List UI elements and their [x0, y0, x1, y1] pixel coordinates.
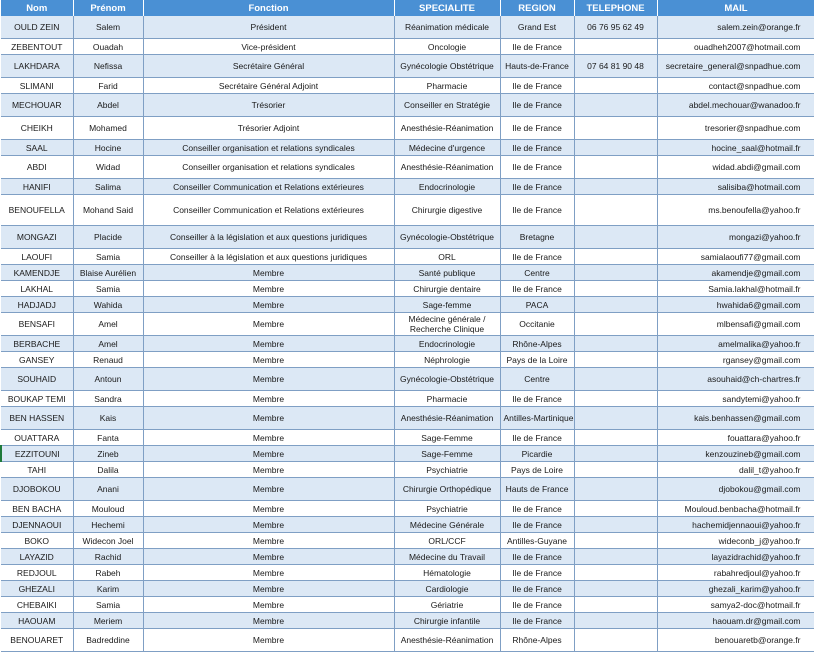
cell-specialite[interactable]: Médecine du Travail [394, 549, 500, 565]
cell-specialite[interactable]: Pharmacie [394, 391, 500, 407]
cell-region[interactable]: Pays de Loire [500, 462, 574, 478]
cell-fonction[interactable]: Membre [143, 446, 394, 462]
table-row[interactable] [1, 407, 814, 430]
cell-telephone[interactable] [574, 549, 657, 565]
cell-mail[interactable]: haouam.dr@gmail.com [657, 613, 814, 629]
table-row[interactable] [1, 581, 814, 597]
cell-specialite[interactable]: Cardiologie [394, 581, 500, 597]
cell-prenom[interactable]: Widad [73, 156, 143, 179]
cell-nom[interactable]: BEN HASSEN [1, 407, 73, 430]
cell-nom[interactable]: BEN BACHA [1, 501, 73, 517]
cell-region[interactable]: Grand Est [500, 16, 574, 39]
cell-specialite[interactable]: Gynécologie-Obstétrique [394, 368, 500, 391]
cell-telephone[interactable] [574, 281, 657, 297]
cell-specialite[interactable]: ORL/CCF [394, 533, 500, 549]
cell-region[interactable]: Rhône-Alpes [500, 629, 574, 652]
cell-prenom[interactable]: Badreddine [73, 629, 143, 652]
cell-nom[interactable]: BENOUARET [1, 629, 73, 652]
cell-prenom[interactable]: Amel [73, 313, 143, 336]
cell-fonction[interactable]: Membre [143, 336, 394, 352]
cell-fonction[interactable]: Membre [143, 549, 394, 565]
table-row[interactable] [1, 265, 814, 281]
cell-region[interactable]: Occitanie [500, 313, 574, 336]
cell-telephone[interactable]: 07 64 81 90 48 [574, 55, 657, 78]
cell-nom[interactable]: TAHI [1, 462, 73, 478]
cell-telephone[interactable] [574, 391, 657, 407]
table-row[interactable] [1, 549, 814, 565]
cell-region[interactable]: Ile de France [500, 39, 574, 55]
cell-mail[interactable]: kais.benhassen@gmail.com [657, 407, 814, 430]
cell-prenom[interactable]: Hechemi [73, 517, 143, 533]
cell-fonction[interactable]: Membre [143, 517, 394, 533]
cell-mail[interactable]: kenzouzineb@gmail.com [657, 446, 814, 462]
table-row[interactable] [1, 430, 814, 446]
cell-region[interactable]: Ile de France [500, 78, 574, 94]
table-row[interactable] [1, 297, 814, 313]
header-prenom[interactable]: Prénom [73, 0, 143, 16]
cell-specialite[interactable]: Anesthésie-Réanimation [394, 407, 500, 430]
table-row[interactable] [1, 462, 814, 478]
cell-fonction[interactable]: Membre [143, 462, 394, 478]
cell-specialite[interactable]: Sage-femme [394, 297, 500, 313]
table-row[interactable] [1, 39, 814, 55]
cell-telephone[interactable] [574, 249, 657, 265]
cell-telephone[interactable] [574, 565, 657, 581]
cell-prenom[interactable]: Meriem [73, 613, 143, 629]
cell-mail[interactable]: dalil_t@yahoo.fr [657, 462, 814, 478]
cell-fonction[interactable]: Conseiller organisation et relations syndicales [143, 156, 394, 179]
cell-telephone[interactable] [574, 156, 657, 179]
header-mail[interactable]: MAIL [657, 0, 814, 16]
header-row [1, 0, 814, 16]
cell-region[interactable]: Ile de France [500, 281, 574, 297]
cell-nom[interactable]: SOUHAID [1, 368, 73, 391]
cell-telephone[interactable] [574, 430, 657, 446]
table-row[interactable] [1, 55, 814, 78]
cell-telephone[interactable] [574, 446, 657, 462]
cell-specialite[interactable]: Réanimation médicale [394, 16, 500, 39]
table-body [1, 16, 814, 652]
cell-region[interactable]: Picardie [500, 446, 574, 462]
header-telephone[interactable]: TELEPHONE [574, 0, 657, 16]
cell-region[interactable]: Antilles-Guyane [500, 533, 574, 549]
table-row[interactable] [1, 140, 814, 156]
cell-region[interactable]: Bretagne [500, 226, 574, 249]
table-row[interactable] [1, 313, 814, 336]
cell-mail[interactable]: Mouloud.benbacha@hotmail.fr [657, 501, 814, 517]
cell-fonction[interactable]: Conseiller organisation et relations syndicales [143, 140, 394, 156]
cell-prenom[interactable]: Widecon Joel [73, 533, 143, 549]
cell-mail[interactable]: widad.abdi@gmail.com [657, 156, 814, 179]
cell-prenom[interactable]: Mohamed [73, 117, 143, 140]
cell-fonction[interactable]: Membre [143, 313, 394, 336]
cell-prenom[interactable]: Hocine [73, 140, 143, 156]
cell-prenom[interactable]: Ouadah [73, 39, 143, 55]
cell-region[interactable]: Ile de France [500, 179, 574, 195]
cell-region[interactable]: Ile de France [500, 94, 574, 117]
cell-prenom[interactable]: Sandra [73, 391, 143, 407]
cell-region[interactable]: Ile de France [500, 249, 574, 265]
cell-prenom[interactable]: Samia [73, 249, 143, 265]
table-row[interactable] [1, 226, 814, 249]
cell-fonction[interactable]: Membre [143, 281, 394, 297]
cell-fonction[interactable]: Membre [143, 613, 394, 629]
cell-specialite[interactable]: Anesthésie-Réanimation [394, 117, 500, 140]
cell-telephone[interactable] [574, 39, 657, 55]
table-row[interactable] [1, 249, 814, 265]
cell-nom[interactable]: CHEIKH [1, 117, 73, 140]
cell-fonction[interactable]: Membre [143, 533, 394, 549]
cell-specialite[interactable]: Médecine générale / Recherche Clinique [394, 313, 500, 336]
cell-region[interactable]: Ile de France [500, 581, 574, 597]
cell-telephone[interactable] [574, 336, 657, 352]
header-nom[interactable]: Nom [1, 0, 73, 16]
cell-nom[interactable]: EZZITOUNI [1, 446, 73, 462]
table-row[interactable] [1, 565, 814, 581]
cell-specialite[interactable]: Psychiatrie [394, 501, 500, 517]
cell-mail[interactable]: wideconb_j@yahoo.fr [657, 533, 814, 549]
cell-telephone[interactable] [574, 117, 657, 140]
cell-fonction[interactable]: Membre [143, 629, 394, 652]
cell-prenom[interactable]: Amel [73, 336, 143, 352]
cell-mail[interactable]: abdel.mechouar@wanadoo.fr [657, 94, 814, 117]
cell-fonction[interactable]: Membre [143, 265, 394, 281]
cell-nom[interactable]: OULD ZEIN [1, 16, 73, 39]
table-row[interactable] [1, 613, 814, 629]
table-row[interactable] [1, 501, 814, 517]
cell-region[interactable]: Ile de France [500, 391, 574, 407]
cell-mail[interactable]: samialaoufi77@gmail.com [657, 249, 814, 265]
cell-prenom[interactable]: Abdel [73, 94, 143, 117]
cell-specialite[interactable]: Gériatrie [394, 597, 500, 613]
table-row[interactable] [1, 78, 814, 94]
cell-prenom[interactable]: Nefissa [73, 55, 143, 78]
cell-fonction[interactable]: Secrétaire Général [143, 55, 394, 78]
cell-specialite[interactable]: Endocrinologie [394, 179, 500, 195]
cell-fonction[interactable]: Membre [143, 565, 394, 581]
cell-region[interactable]: PACA [500, 297, 574, 313]
cell-fonction[interactable]: Secrétaire Général Adjoint [143, 78, 394, 94]
cell-region[interactable]: Hauts de France [500, 478, 574, 501]
cell-nom[interactable]: MONGAZI [1, 226, 73, 249]
table-row[interactable] [1, 117, 814, 140]
cell-nom[interactable]: KAMENDJE [1, 265, 73, 281]
cell-region[interactable]: Ile de France [500, 117, 574, 140]
cell-specialite[interactable]: Pharmacie [394, 78, 500, 94]
cell-telephone[interactable] [574, 462, 657, 478]
cell-telephone[interactable] [574, 407, 657, 430]
cell-fonction[interactable]: Membre [143, 581, 394, 597]
table-row[interactable] [1, 94, 814, 117]
cell-fonction[interactable]: Président [143, 16, 394, 39]
cell-fonction[interactable]: Membre [143, 368, 394, 391]
table-row[interactable] [1, 281, 814, 297]
table-row[interactable] [1, 391, 814, 407]
cell-region[interactable]: Hauts-de-France [500, 55, 574, 78]
table-row[interactable] [1, 368, 814, 391]
cell-prenom[interactable]: Renaud [73, 352, 143, 368]
cell-prenom[interactable]: Mouloud [73, 501, 143, 517]
cell-prenom[interactable]: Fanta [73, 430, 143, 446]
cell-fonction[interactable]: Conseiller Communication et Relations extérieures [143, 195, 394, 226]
cell-prenom[interactable]: Salem [73, 16, 143, 39]
cell-prenom[interactable]: Rabeh [73, 565, 143, 581]
cell-prenom[interactable]: Wahida [73, 297, 143, 313]
cell-specialite[interactable]: Conseiller en Stratégie [394, 94, 500, 117]
cell-region[interactable]: Ile de France [500, 140, 574, 156]
cell-specialite[interactable]: Sage-Femme [394, 446, 500, 462]
cell-region[interactable]: Rhône-Alpes [500, 336, 574, 352]
cell-specialite[interactable]: Santé publique [394, 265, 500, 281]
cell-mail[interactable]: hocine_saal@hotmail.fr [657, 140, 814, 156]
table-row[interactable] [1, 533, 814, 549]
cell-fonction[interactable]: Membre [143, 430, 394, 446]
cell-mail[interactable]: samya2-doc@hotmail.fr [657, 597, 814, 613]
cell-specialite[interactable]: Endocrinologie [394, 336, 500, 352]
cell-region[interactable]: Ile de France [500, 613, 574, 629]
header-fonction[interactable]: Fonction [143, 0, 394, 16]
cell-specialite[interactable]: ORL [394, 249, 500, 265]
cell-telephone[interactable] [574, 368, 657, 391]
cell-nom[interactable]: REDJOUL [1, 565, 73, 581]
cell-prenom[interactable]: Dalila [73, 462, 143, 478]
cell-telephone[interactable] [574, 265, 657, 281]
cell-prenom[interactable]: Samia [73, 597, 143, 613]
cell-nom[interactable]: LAOUFI [1, 249, 73, 265]
cell-telephone[interactable] [574, 501, 657, 517]
cell-telephone[interactable] [574, 613, 657, 629]
cell-region[interactable]: Pays de la Loire [500, 352, 574, 368]
cell-prenom[interactable]: Antoun [73, 368, 143, 391]
cell-specialite[interactable]: Gynécologie-Obstétrique [394, 226, 500, 249]
cell-specialite[interactable]: Hématologie [394, 565, 500, 581]
cell-telephone[interactable] [574, 533, 657, 549]
cell-mail[interactable]: salisiba@hotmail.com [657, 179, 814, 195]
cell-specialite[interactable]: Chirurgie dentaire [394, 281, 500, 297]
cell-telephone[interactable] [574, 352, 657, 368]
table-row[interactable] [1, 352, 814, 368]
cell-nom[interactable]: MECHOUAR [1, 94, 73, 117]
cell-specialite[interactable]: Sage-Femme [394, 430, 500, 446]
cell-telephone[interactable] [574, 581, 657, 597]
cell-nom[interactable]: BERBACHE [1, 336, 73, 352]
table-row[interactable] [1, 16, 814, 39]
cell-telephone[interactable] [574, 313, 657, 336]
cell-region[interactable]: Antilles-Martinique [500, 407, 574, 430]
cell-mail[interactable]: ms.benoufella@yahoo.fr [657, 195, 814, 226]
cell-mail[interactable]: fouattara@yahoo.fr [657, 430, 814, 446]
cell-fonction[interactable]: Conseiller à la législation et aux questions juridiques [143, 226, 394, 249]
table-row[interactable] [1, 478, 814, 501]
cell-nom[interactable]: OUATTARA [1, 430, 73, 446]
cell-region[interactable]: Ile de France [500, 517, 574, 533]
cell-fonction[interactable]: Membre [143, 597, 394, 613]
cell-fonction[interactable]: Vice-président [143, 39, 394, 55]
cell-telephone[interactable] [574, 629, 657, 652]
cell-nom[interactable]: SLIMANI [1, 78, 73, 94]
cell-prenom[interactable]: Samia [73, 281, 143, 297]
cell-telephone[interactable] [574, 78, 657, 94]
cell-fonction[interactable]: Membre [143, 391, 394, 407]
cell-mail[interactable]: layazidrachid@yahoo.fr [657, 549, 814, 565]
table-row[interactable] [1, 156, 814, 179]
cell-mail[interactable]: contact@snpadhue.com [657, 78, 814, 94]
cell-prenom[interactable]: Farid [73, 78, 143, 94]
cell-prenom[interactable]: Blaise Aurélien [73, 265, 143, 281]
cell-mail[interactable]: akamendje@gmail.com [657, 265, 814, 281]
cell-prenom[interactable]: Rachid [73, 549, 143, 565]
table-row[interactable] [1, 336, 814, 352]
header-region[interactable]: REGION [500, 0, 574, 16]
cell-region[interactable]: Centre [500, 368, 574, 391]
cell-specialite[interactable]: Gynécologie Obstétrique [394, 55, 500, 78]
cell-fonction[interactable]: Membre [143, 297, 394, 313]
cell-nom[interactable]: CHEBAIKI [1, 597, 73, 613]
cell-nom[interactable]: LAKHDARA [1, 55, 73, 78]
cell-mail[interactable]: benouaretb@orange.fr [657, 629, 814, 652]
cell-prenom[interactable]: Placide [73, 226, 143, 249]
cell-nom[interactable]: BOUKAP TEMI [1, 391, 73, 407]
cell-mail[interactable]: ghezali_karim@yahoo.fr [657, 581, 814, 597]
cell-prenom[interactable]: Karim [73, 581, 143, 597]
cell-fonction[interactable]: Membre [143, 478, 394, 501]
table-row[interactable] [1, 597, 814, 613]
cell-nom[interactable]: GHEZALI [1, 581, 73, 597]
cell-telephone[interactable] [574, 195, 657, 226]
table-row[interactable] [1, 517, 814, 533]
cell-mail[interactable]: Samia.lakhal@hotmail.fr [657, 281, 814, 297]
cell-mail[interactable]: djobokou@gmail.com [657, 478, 814, 501]
cell-nom[interactable]: DJOBOKOU [1, 478, 73, 501]
cell-nom[interactable]: GANSEY [1, 352, 73, 368]
cell-specialite[interactable]: Anesthésie-Réanimation [394, 156, 500, 179]
cell-prenom[interactable]: Salima [73, 179, 143, 195]
cell-fonction[interactable]: Conseiller à la législation et aux questions juridiques [143, 249, 394, 265]
cell-region[interactable]: Ile de France [500, 597, 574, 613]
table-row[interactable] [1, 179, 814, 195]
cell-region[interactable]: Ile de France [500, 565, 574, 581]
cell-specialite[interactable]: Psychiatrie [394, 462, 500, 478]
cell-mail[interactable]: rabahredjoul@yahoo.fr [657, 565, 814, 581]
cell-prenom[interactable]: Zineb [73, 446, 143, 462]
cell-region[interactable]: Ile de France [500, 195, 574, 226]
cell-region[interactable]: Ile de France [500, 501, 574, 517]
cell-mail[interactable]: mlbensafi@gmail.com [657, 313, 814, 336]
cell-prenom[interactable]: Mohand Said [73, 195, 143, 226]
cell-region[interactable]: Ile de France [500, 430, 574, 446]
cell-mail[interactable]: mongazi@yahoo.fr [657, 226, 814, 249]
table-row[interactable] [1, 446, 814, 462]
cell-nom[interactable]: HAOUAM [1, 613, 73, 629]
cell-region[interactable]: Ile de France [500, 156, 574, 179]
cell-nom[interactable]: HADJADJ [1, 297, 73, 313]
cell-nom[interactable]: ZEBENTOUT [1, 39, 73, 55]
cell-telephone[interactable]: 06 76 95 62 49 [574, 16, 657, 39]
cell-telephone[interactable] [574, 478, 657, 501]
cell-mail[interactable]: rgansey@gmail.com [657, 352, 814, 368]
cell-mail[interactable]: salem.zein@orange.fr [657, 16, 814, 39]
table-row[interactable] [1, 195, 814, 226]
cell-mail[interactable]: amelmalika@yahoo.fr [657, 336, 814, 352]
cell-prenom[interactable]: Kais [73, 407, 143, 430]
cell-mail[interactable]: secretaire_general@snpadhue.com [657, 55, 814, 78]
cell-telephone[interactable] [574, 297, 657, 313]
cell-mail[interactable]: tresorier@snpadhue.com [657, 117, 814, 140]
cell-telephone[interactable] [574, 226, 657, 249]
cell-fonction[interactable]: Membre [143, 407, 394, 430]
cell-telephone[interactable] [574, 517, 657, 533]
cell-specialite[interactable]: Médecine d'urgence [394, 140, 500, 156]
cell-nom[interactable]: SAAL [1, 140, 73, 156]
cell-mail[interactable]: hwahida6@gmail.com [657, 297, 814, 313]
cell-fonction[interactable]: Trésorier Adjoint [143, 117, 394, 140]
cell-mail[interactable]: sandytemi@yahoo.fr [657, 391, 814, 407]
cell-telephone[interactable] [574, 94, 657, 117]
cell-specialite[interactable]: Chirurgie Orthopédique [394, 478, 500, 501]
cell-region[interactable]: Ile de France [500, 549, 574, 565]
cell-telephone[interactable] [574, 179, 657, 195]
cell-telephone[interactable] [574, 140, 657, 156]
header-specialite[interactable]: SPECIALITE [394, 0, 500, 16]
cell-telephone[interactable] [574, 597, 657, 613]
cell-nom[interactable]: DJENNAOUI [1, 517, 73, 533]
cell-fonction[interactable]: Trésorier [143, 94, 394, 117]
cell-mail[interactable]: ouadheh2007@hotmail.com [657, 39, 814, 55]
cell-specialite[interactable]: Médecine Générale [394, 517, 500, 533]
cell-specialite[interactable]: Chirurgie infantile [394, 613, 500, 629]
cell-fonction[interactable]: Membre [143, 501, 394, 517]
cell-fonction[interactable]: Conseiller Communication et Relations extérieures [143, 179, 394, 195]
cell-specialite[interactable]: Chirurgie digestive [394, 195, 500, 226]
cell-fonction[interactable]: Membre [143, 352, 394, 368]
cell-nom[interactable]: BENOUFELLA [1, 195, 73, 226]
cell-region[interactable]: Centre [500, 265, 574, 281]
cell-nom[interactable]: BOKO [1, 533, 73, 549]
table-row[interactable] [1, 629, 814, 652]
cell-prenom[interactable]: Anani [73, 478, 143, 501]
cell-specialite[interactable]: Anesthésie-Réanimation [394, 629, 500, 652]
cell-specialite[interactable]: Néphrologie [394, 352, 500, 368]
cell-nom[interactable]: LAYAZID [1, 549, 73, 565]
cell-nom[interactable]: LAKHAL [1, 281, 73, 297]
cell-nom[interactable]: ABDI [1, 156, 73, 179]
cell-mail[interactable]: asouhaid@ch-chartres.fr [657, 368, 814, 391]
cell-nom[interactable]: BENSAFI [1, 313, 73, 336]
cell-nom[interactable]: HANIFI [1, 179, 73, 195]
cell-mail[interactable]: hachemidjennaoui@yahoo.fr [657, 517, 814, 533]
cell-specialite[interactable]: Oncologie [394, 39, 500, 55]
